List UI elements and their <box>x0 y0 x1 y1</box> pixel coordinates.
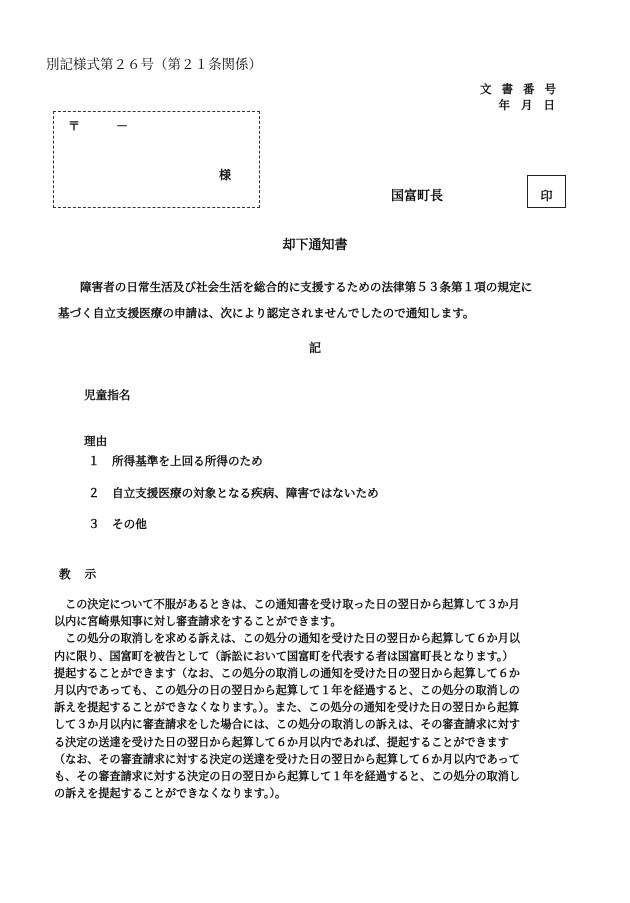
reason-item-2 <box>88 485 379 501</box>
reason-text: その他 <box>112 517 147 531</box>
notice-line: （なお、その審査請求に対する決定の送達を受けた日の翌日から起算して６か月以内であって <box>54 752 520 766</box>
reason-label: 理由 <box>84 434 108 448</box>
date-label: 年月日 <box>498 98 566 112</box>
ki-heading: 記 <box>308 341 321 355</box>
reason-number: １ <box>88 454 100 468</box>
notice-line: の訴えを提起することができなくなります。）。 <box>54 787 287 801</box>
notice-line: 内に限り、国富町を被告として（訴訟において国富町を代表する者は国富町長となります。） <box>54 649 514 663</box>
form-label: 別記様式第２６号（第２１条関係） <box>46 57 262 73</box>
postal-dash: － <box>116 119 129 133</box>
postal-mark: 〒 <box>68 119 81 133</box>
document-title: 却下通知書 <box>282 238 348 253</box>
reason-number: ３ <box>88 517 100 531</box>
notice-line: る決定の送達を受けた日の翌日から起算して６か月以内であれば、提起することができます <box>54 735 509 749</box>
reason-text: 自立支援医療の対象となる疾病、障害ではないため <box>112 486 379 500</box>
notice-line: 提起することができます（なお、この処分の取消しの通知を受けた日の翌日から起算して６か <box>54 666 520 680</box>
reason-item-1 <box>88 453 263 469</box>
document-number-label: 文書番号 <box>480 82 566 96</box>
seal-label: 印 <box>540 189 553 203</box>
reason-number: ２ <box>88 486 100 500</box>
notice-line: 月以内であっても、この処分の日の翌日から起算して１年を経過すると、この処分の取消しの <box>54 684 520 698</box>
notice-title: 教示 <box>59 567 111 581</box>
notice-line: 以内に宮崎県知事に対し審査請求をすることができます。 <box>54 615 342 629</box>
seal-box <box>527 175 566 208</box>
notice-line: この処分の取消しを求める訴えは、この処分の通知を受けた日の翌日から起算して６か月以 <box>54 632 520 646</box>
child-name-label: 児童指名 <box>84 388 131 402</box>
notice-line: 訴えを提起することができなくなります。）。また、この処分の通知を受けた日の翌日から起算 <box>54 701 520 715</box>
intro-line-1: 障害者の日常生活及び社会生活を総合的に支援するための法律第５３条第１項の規定に <box>80 280 533 294</box>
address-box <box>53 111 260 208</box>
notice-line: も、その審査請求に対する決定の日の翌日から起算して１年を経過すると、この処分の取消し <box>54 770 520 784</box>
issuer-name: 国富町長 <box>391 189 444 204</box>
notice-paragraph <box>54 596 584 802</box>
intro-line-2: 基づく自立支援医療の申請は、次により認定されませんでしたので通知します。 <box>58 306 475 320</box>
notice-line: して３か月以内に審査請求をした場合には、この処分の取消しの訴えは、その審査請求に対す <box>54 718 520 732</box>
reason-item-3 <box>88 516 147 532</box>
recipient-honorific: 様 <box>219 168 232 182</box>
reason-text: 所得基準を上回る所得のため <box>112 454 263 468</box>
intro-paragraph <box>58 274 578 326</box>
notice-line: この決定について不服があるときは、この通知書を受け取った日の翌日から起算して３か月 <box>54 598 520 611</box>
